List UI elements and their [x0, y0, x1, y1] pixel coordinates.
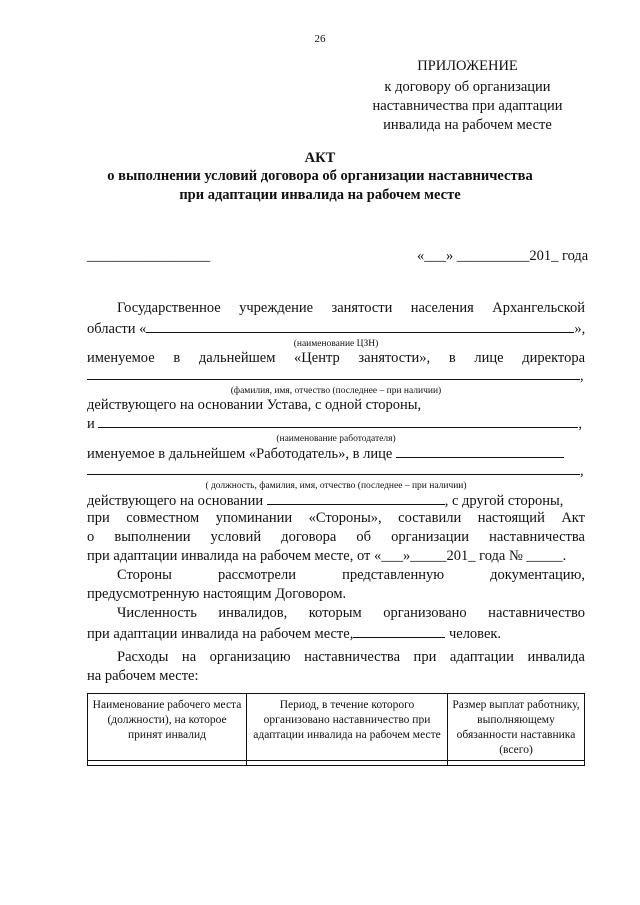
- body-line: при адаптации инвалида на рабочем месте, человек.: [87, 623, 585, 644]
- body-line: ,: [87, 460, 585, 481]
- body-line: действующего на основании Устава, с одной стороны,: [87, 397, 422, 413]
- czn-name-blank[interactable]: [146, 318, 574, 333]
- caption-fio: (фамилия, имя, отчество (последнее – при наличии): [230, 386, 442, 396]
- employer-rep-blank[interactable]: [396, 443, 564, 458]
- body-line: Расходы на организацию наставничества при адаптации инвалида: [117, 649, 585, 665]
- body-line: при адаптации инвалида на рабочем месте, от «___»_____201_ года № _____.: [87, 548, 567, 564]
- appendix-line: инвалида на рабочем месте: [383, 117, 552, 133]
- body-line: именуемое в дальнейшем «Центр занятости», в лице директора: [87, 350, 585, 366]
- page-number: 26: [314, 33, 326, 45]
- employer-rep-blank-2[interactable]: [87, 460, 580, 475]
- caption-position: ( должность, фамилия, имя, отчество (последнее – при наличии): [205, 481, 467, 491]
- body-line: и ,: [87, 413, 585, 434]
- place-blank[interactable]: _________________: [87, 248, 211, 264]
- employer-name-blank[interactable]: [98, 413, 578, 428]
- caption-czn: (наименование ЦЗН): [293, 339, 379, 349]
- body-line: именуемое в дальнейшем «Работодатель», в лице: [87, 443, 585, 464]
- table-header-row: [88, 694, 585, 761]
- body-line: при совместном упоминании «Стороны», составили настоящий Акт: [87, 510, 585, 526]
- body-line: о выполнении условий договора об организации наставничества: [87, 529, 585, 545]
- director-name-blank[interactable]: [87, 365, 580, 380]
- act-date[interactable]: «___» __________201_ года: [417, 248, 589, 264]
- act-subtitle: при адаптации инвалида на рабочем месте: [179, 187, 461, 203]
- table-header-cell: Период, в течение которого организовано наставничество при адаптации инвалида на рабочем месте: [247, 694, 448, 761]
- expenses-table: [87, 693, 585, 766]
- body-line: Государственное учреждение занятости населения Архангельской: [117, 300, 585, 316]
- body-line: ,: [87, 365, 585, 386]
- basis-blank[interactable]: [267, 490, 445, 505]
- body-line: Численность инвалидов, которым организовано наставничество: [117, 605, 585, 621]
- appendix-heading: ПРИЛОЖЕНИЕ: [417, 58, 518, 74]
- table-cell[interactable]: [88, 761, 247, 766]
- table-header-cell: Наименование рабочего места (должности), на которое принят инвалид: [88, 694, 247, 761]
- table-cell[interactable]: [247, 761, 448, 766]
- caption-employer: (наименование работодателя): [276, 434, 396, 444]
- appendix-line: к договору об организации: [384, 79, 551, 95]
- act-subtitle: о выполнении условий договора об организации наставничества: [107, 168, 533, 184]
- body-line: на рабочем месте:: [87, 668, 199, 684]
- body-line: Стороны рассмотрели представленную документацию,: [117, 567, 585, 583]
- body-line: предусмотренную настоящим Договором.: [87, 586, 347, 602]
- table-row: [88, 761, 585, 766]
- disabled-count-blank[interactable]: [353, 623, 445, 638]
- act-title: АКТ: [304, 150, 336, 166]
- body-line: действующего на основании , с другой стороны,: [87, 490, 585, 511]
- table-header-cell: Размер выплат работнику, выполняющему обязанности наставника (всего): [448, 694, 585, 761]
- table-cell[interactable]: [448, 761, 585, 766]
- appendix-line: наставничества при адаптации: [372, 98, 563, 114]
- body-line: области « »,: [87, 318, 585, 339]
